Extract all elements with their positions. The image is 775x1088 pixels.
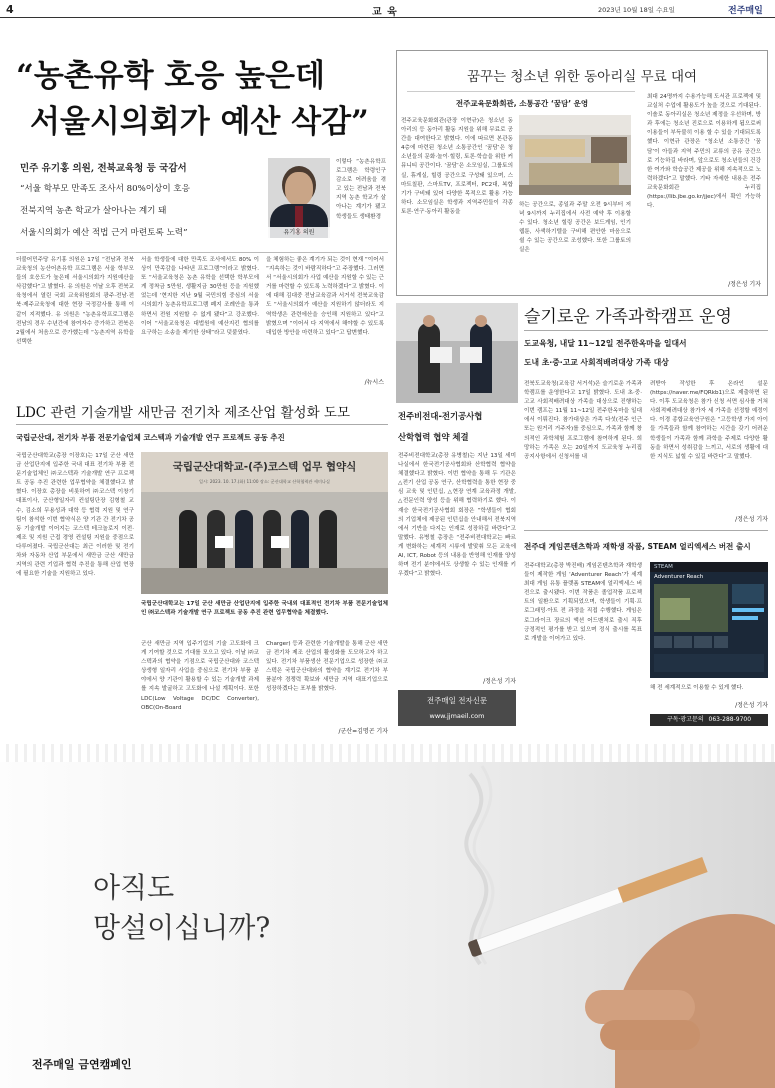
epaper-promo-link[interactable]: www.jjmaeil.com <box>429 712 485 720</box>
article5-title: LDC 관련 기술개발 새만금 전기차 제조산업 활성화 도모 <box>16 405 351 421</box>
article6-column2: 해 전 세계적으로 이용할 수 있게 했다. <box>650 685 744 691</box>
article2-box <box>396 50 768 296</box>
issue-date: 2023년 10월 18일 수요일 <box>598 6 675 14</box>
article4-title-line2: 산학협력 협약 체결 <box>398 432 469 442</box>
subscription-phone: 063-288-9700 <box>708 716 752 723</box>
ad-headline-line1: 아직도 <box>93 871 175 904</box>
article6-column1: 전주대학교(총장 박진배) 게임콘텐츠학과 재학생들이 제작한 게임 ‘Adventurer Reach’가 세계 최대 게임 유통 플랫폼 STEAM에 얼리엑세스 버전으로 출시됐다. 이번 작품은 졸업작품 프로젝트의 일환으로 기획되었으며, 학생들이 기획·프로그래밍·아트 전 과정을 직접 수행했다. 게임은 로그라이크 장르의 액션 어드벤처로 출시 직후 긍정적인 평가를 받고 있으며 정식 출시를 목표로 개발을 이어가고 있다. <box>524 563 642 642</box>
article2-column2: 하는 공간으로, 종일과 주말 오전 9시부터 저녁 9시까지 누리집에서 사전 예약 후 이용할 수 있다. 청소년 힐링 공간은 보드게임, 인기 웹툰, 사색하기텔을 구비해 편안한 마음으로 쉴 수 있는 공간으로 조성했다. 또한 그룹토의실은 <box>519 202 631 254</box>
article5-subtitle: 국립군산대, 전기차 부품 전문기술업체 코스텍과 기술개발 연구 프로젝트 공동 추진 <box>16 433 285 442</box>
article3-sub2: 도내 초·중·고교 사회적배려대상 가족 대상 <box>524 358 669 367</box>
article4-body: 전주비전대학교(총장 유병철)는 지난 13일 세미나실에서 한국전기공사협회와 산학협력 협약을 체결했다고 밝혔다. 이번 협약을 통해 두 기관은 △전기 산업 공동 연구, 산학협력을 통한 현장 중심 교육 및 인턴십, △현장 연계 교육과정 개발, △전문인력 양성 등을 위해 협력하기로 했다. 이재승 한국전기공사협회 회장은 “학생들이 협회의 기업체에 제공된 인턴십을 안내해서 전북지역에서 기반을 다지는 인재로 성장하길 바란다”고 말했다. 유병철 총장은 “전주비전대학교는 빠르게 변화하는 세계적 시류에 발맞춰 모든 교육에 AI, ICT, Robot 등의 내용을 반영해 인재를 양성하며 전기 분야에서도 상생할 수 있는 인재를 키우겠다”고 밝혔다. <box>398 453 516 578</box>
article6-byline: /정은성 기자 <box>735 702 768 709</box>
article1-byline: /뉴시스 <box>364 379 384 386</box>
section-name: 교 육 <box>372 7 398 18</box>
ad-headline-line2: 망설이십니까? <box>93 911 271 944</box>
article3-column1: 전북도교육청(교육감 서거석)은 슬기로운 가족과학캠프를 운영한다고 17일 밝혔다. 도내 초·중·고교 사회적배려대상 가족을 대상으로 진행하는 이번 캠프는 11월 11~12일 전주한옥마을 일대에서 이뤄진다. 참가대상은 가족 다섯(전주 인근 또는 원거리 거주자)를 중심으로, 가족과 함께 창의적인 과학체험 프로그램에 참여하게 된다. 희망하는 가족은 오는 20일까지 도교육청 누리집 공지사항에서 신청서를 내 <box>524 381 642 460</box>
article6-game-name: Adventurer Reach <box>654 574 704 580</box>
article3-sub1: 도교육청, 내달 11~12일 전주한옥마을 일대서 <box>524 339 687 348</box>
article1-headline-line1: “농촌유학 호응 높은데 <box>16 58 325 94</box>
article5-banner-small: 일시: 2023. 10. 17.(화) 11:00 장소: 군산대학교 산학협력관 세미나실 <box>199 479 330 484</box>
page-header <box>0 0 775 18</box>
no-smoking-ad <box>0 744 775 1088</box>
article2-column3: 최대 24명까지 수용가능해 도서관 프로젝에 및 교실처 수업에 활용도가 높을 것으로 기대된다. 이솔로 동아리실은 청소년 제정을 우선하며, 방과 후에는 청소년 진로으로 이용하게 됩으로써 이용들이 부득불히 이용 할 수 있을 기대되도록 했다. 이현규 관장은 “청소년 소통공간 ‘꿈담’이 아들과 지역 주민의 교류의 공유 공간으로 기능하길 바라며, 앞으로도 청소년들의 건강한 여가와 학습공간 제공을 위해 지속적으로 노력하겠다”고 말했다. 기타 자세한 내용은 전주교육문화회관 누리집(https://lib.jbe.go.kr/jjec)에서 확인 가능하다. <box>647 94 761 210</box>
article2-byline: /정은성 기자 <box>728 281 761 288</box>
article5-column3: Charger) 등과 관련한 기술개발을 통해 군산 새만금 전기차 제조 산업의 활성화를 도모하고자 하고 있다. 전기차 부품생산 전문기업으로 성장한 ㈜코스텍은 국립군산대와의 협약을 계기로 전기차 부품분야 경쟁력 확보와 새만금 지역 대표기업으로 성장하겠다는 포부를 밝혔다. <box>266 641 388 693</box>
article6-steam-screenshot <box>650 562 768 678</box>
article5-column1: 국립군산대학교(총장 이장호)는 17일 군산 새만금 산업단지에 입주한 국내 대표 전기차 부품 전문기술업체인 ㈜코스텍과 기술개발 연구 프로젝트 공동 추진 관련한 업무협약을 체결했다고 밝혔다. 이장호 총장을 비롯하여 ㈜코스텍 이창기 대표이사, 군산형일자리 컨설팅단장 김형철 교수, 김소희 무용성과 대학 등 협력 지원 및 연구팀이 참석한 이번 협약식은 양 기관 간 전기차 공동 기술개발 이어지는 코스텍 테크놀로지 이전·제조 및 지원 근접 경영 컨설팅 지원을 중점으로 다루어졌다. 국립군산대는 최근 이러한 및 전기차와 자동차 산업 부문에서 새만금 군산 새만금 지역의 관련 기업과 협력 추진을 통해 산업 현장에 필요한 기술을 지원하고 있다. <box>16 453 134 578</box>
article3-column2: 려받아 작성한 후 온라인 설문(https://naver.me/FQRkb1)으로 제출하면 된다. 이후 도교육청은 참가 신청 서면 심사를 거쳐 사회적배려대상 참가자 세 가족을 선정할 예정이다. 이경 종합교육연구원은 “고등학생 가지 아이들 가족들과 함께 참여하는 시간을 갖기 어려운 학생들이 가족과 함께 과학을 주제로 다양한 활동을 하면서 성취감을 느끼고, 서로의 생활에 대한 지식도 넓힐 수 있길 바란다”고 말했다. <box>650 381 768 460</box>
article2-subtitle: 전주교육문화회관, 소통공간 ‘꿈담’ 운영 <box>455 99 589 108</box>
article1-photo-caption: 유기홍 의원 <box>268 227 330 238</box>
subscription-bar <box>650 714 768 726</box>
article3-byline: /정은성 기자 <box>735 516 768 523</box>
article2-title: 꿈꾸는 청소년 위한 동아리실 무료 대여 <box>466 69 698 85</box>
article5-banner-text: 국립군산대학교-(주)코스텍 업무 협약식 <box>172 461 357 473</box>
article5-byline: /군산=김명곤 기자 <box>338 728 388 735</box>
page-number: 4 <box>6 3 14 16</box>
article1-sub1: 민주 유기홍 의원, 전북교육청 등 국감서 <box>20 163 187 174</box>
article2-column1: 전주교육문화회관(관장 이현규)은 청소년 동아리의 등 동아리 활동 지원을 위해 무료로 공간을 대여한다고 밝혔다. 이에 따르면 본관동 4층에 마련된 청소년 소통공간인 ‘꿈담’은 청소년들의 문화·놀이·힐링, 토론·학습을 위한 커뮤니티 공간이다. ‘꿈담’은 소모임실, 그룹토의실, 휴게실, 힐링 공간으로 구성돼 있으며, 스마트칠판, 스마트TV, 프로젝터, PC2대, 복합기가 구비돼 있어 다양한 목적으로 활용 가능하다. 소모임실은 학생과 지역주민들이 각종 토론·연구·동아리 활동을 <box>401 118 513 215</box>
article1-side-text: 이렇다 “농촌유학프로그램은 학령인구 감소로 어려움을 겪고 있는 전남과 전북지역 농촌 학교가 살아나는 계기가 됐고 학생들도 생태환경 <box>336 159 386 220</box>
article5-column2: 군산 새만금 지역 입주기업의 기술 고도화에 크게 기여할 것으로 기대를 모으고 있다. 이날 ㈜코스텍과의 협약을 기점으로 국립군산대와 코스텍 상생형 일자리 사업을 중심으로 전기차 부품 분야에서 양 기관이 활용할 수 있는 기술개발 과제를 지속 발굴하고 고도화에 나설 계획이다. 또한 LDC(Low Voltage DC/DC Converter), OBC(On-Board <box>141 641 259 711</box>
article3-title: 슬기로운 가족과학캠프 운영 <box>524 307 732 327</box>
ad-campaign-label: 전주매일 금연캠페인 <box>32 1058 132 1071</box>
subscription-label: 구독·광고문의 <box>666 716 704 723</box>
epaper-promo-line1: 전주매일 전자신문 <box>426 696 488 705</box>
paper-name: 전주매일 <box>728 6 763 16</box>
article1-column1: 더불어민주당 유기홍 의원은 17일 “전남과 전북교육청의 농산어촌유학 프로그램은 서울 학부모들의 호응도가 높은데 서울시의회가 지원예산을 삭감했다”고 밝혔다. 유 의원은 이날 오후 전북교육청에서 열린 국회 교육위원회의 광주·전남·전북·제주교육청에 대한 현장 국정감사를 통해 이같이 지적했다. 유 의원은 “농촌유학프로그램은 전남의 경우 수년간에 참여자수 증가하고 전북은 2월에서 처음으로 증가했는데 “농촌지역 유학을 선택한 <box>16 257 134 345</box>
epaper-promo-box[interactable] <box>398 690 516 726</box>
article4-byline: /정은성 기자 <box>483 678 516 685</box>
article1-column3: 을 체험하는 좋은 계기가 되는 것이 현재 “이어서 “지속하는 것이 바람직하다”고 주장했다. 그러면서 “서울시의회가 사업 예산을 지원할 수 있는 근거를 마련할 수 있도록 노력하겠다”고 밝혔다. 이에 대해 김대중 전남교육감과 서거석 전북교육감도 “서울시의회가 예산을 지원하기 않더라도 지역학생은 관련에산을 승인해 지원하고 있다”고 밝혔으며 “이어서 다 지역에서 해야할 수 있도록 대입한 방안을 마련하고 있다”고 답변했다. <box>266 257 384 336</box>
article1-headline-line2: 서울시의회가 예산 삭감” <box>30 104 369 140</box>
article1-sub2: “서울 학부모 만족도 조사서 80%이상이 호응 <box>20 184 190 194</box>
article1-subheads <box>20 160 260 238</box>
article1-portrait-photo <box>268 158 330 238</box>
article1-column2: 서울 학생들에 대한 만족도 조사에서도 80% 이상이 만족감을 나타낸 프로그램”이라고 밝혔다. 또 “서울교육청은 농촌 유학을 선택한 학부모에게 정착금 5만원, 생활지금 30만원 등을 지원했었는데 ‘현지한 지난 9월 국민의힘 중심의 서울시의회가 농촌유학프로그램 폐지 조례안을 통과하면서 전원 지원할 수 없게 됐다”고 강조했다. 이어 “서울교육청은 대법원에 예산지킨 협의를 요구하는 소송을 제기한 상태”라고 덧붙였다. <box>141 257 259 336</box>
article6-steam-bar: STEAM <box>650 562 768 572</box>
article4-title-line1: 전주비전대-전기공사협 <box>398 411 483 421</box>
article2-room-photo <box>519 115 631 195</box>
article5-mou-photo <box>141 452 388 594</box>
article4-title <box>398 410 518 443</box>
article6-title: 전주대 게임콘텐츠학과 재학생 작품, STEAM 얼리엑세스 버전 출시 <box>524 542 751 551</box>
article1-sub3: 전북지역 농촌 학교가 살아나는 계기 돼 <box>20 206 167 216</box>
article4-agreement-photo <box>396 303 518 403</box>
article5-caption: 국립군산대학교는 17일 군산 새만금 산업단지에 입주한 국내외 대표적인 전기차 부품 전문기술업체인 ㈜코스텍과 기술개발 연구 프로젝트 공동 추진 관련 업무협약을 체결했다. <box>141 601 388 617</box>
article1-sub4: 서울시의회가 예산 적법 근거 마련토록 노력” <box>20 228 188 238</box>
